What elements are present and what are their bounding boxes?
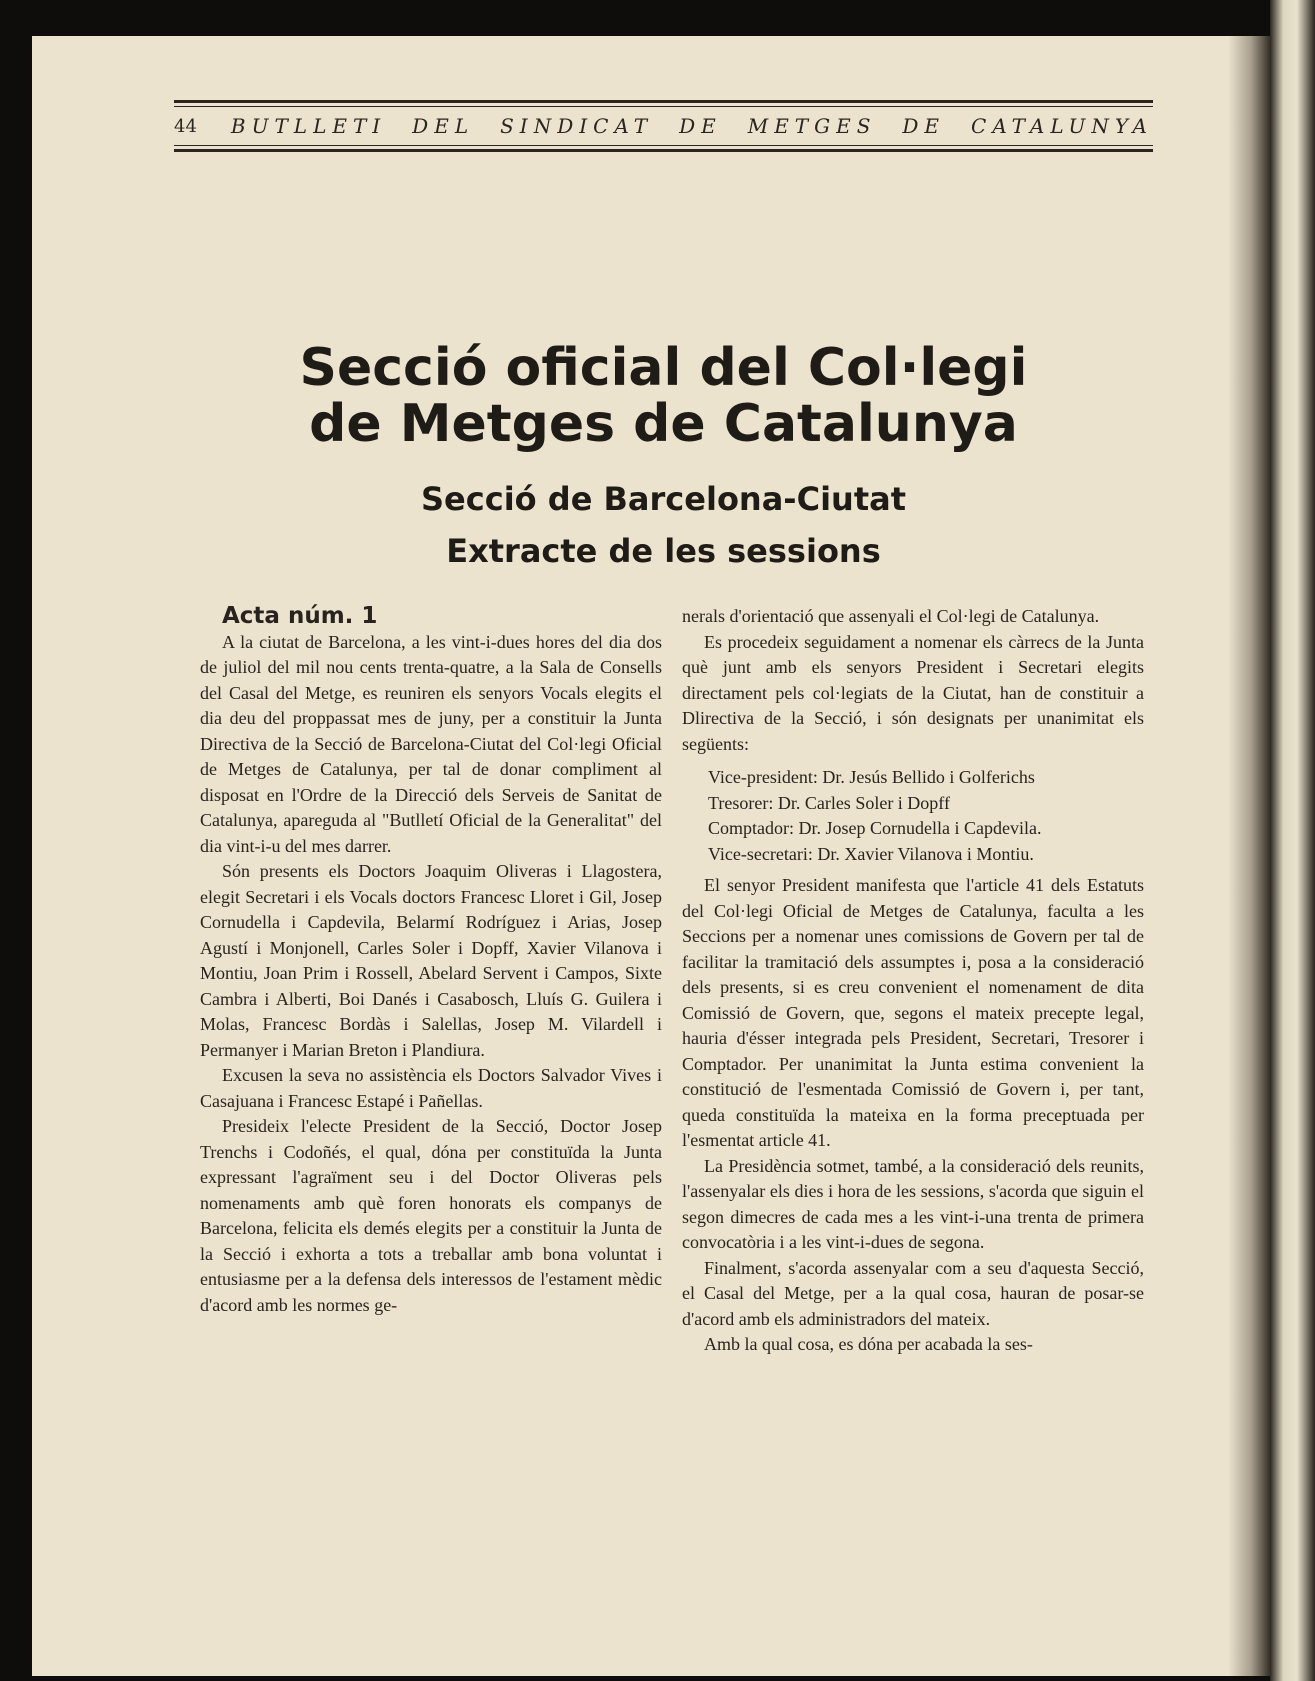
header-rule-top <box>174 100 1153 103</box>
article-title-block <box>174 340 1153 570</box>
running-title: BUTLLETI DEL SINDICAT DE METGES DE CATALUNYA <box>230 114 1153 138</box>
acta-heading: Acta núm. 1 <box>222 603 378 629</box>
officer-line: Vice-president: Dr. Jesús Bellido i Golferichs <box>708 767 1035 787</box>
article-subtitle-1: Secció de Barcelona-Ciutat <box>421 480 906 518</box>
paragraph: La Presidència sotmet, també, a la consideració dels reunits, l'assenyalar els dies i hora de les sessions, s'acorda que siguin el segon dimecres de cada mes a les vint-i-una trenta de primera convocatòria i a les vint-i-dues de segona. <box>682 1155 1144 1252</box>
paragraph: Són presents els Doctors Joaquim Oliveras i Llagostera, elegit Secretari i els Vocals doctors Francesc Lloret i Gil, Josep Cornudella i Capdevila, Belarmí Rodríguez i Arias, Josep Agustí i Monjonell, Carles Soler i Dopff, Xavier Vilanova i Montiu, Joan Prim i Rossell, Abelard Servent i Campos, Sixte Cambra i Alberti, Boi Danés i Casabosch, Lluís G. Guilera i Molas, Francesc Bordàs i Salellas, Josep M. Vilardell i Permanyer i Marian Breton i Plandiura. <box>200 861 662 1060</box>
officer-line: Tresorer: Dr. Carles Soler i Dopff <box>708 792 950 813</box>
page-gutter-shadow <box>1228 36 1270 1676</box>
article-title-line-2: de Metges de Catalunya <box>309 394 1018 454</box>
left-column <box>200 604 662 1318</box>
article-subtitle-2: Extracte de les sessions <box>446 532 881 570</box>
right-column <box>682 604 1144 1358</box>
officer-line: Vice-secretari: Dr. Xavier Vilanova i Montiu. <box>708 843 1034 864</box>
paragraph: A la ciutat de Barcelona, a les vint-i-dues hores del dia dos de juliol del mil nou cents trenta-quatre, a la Sala de Consells del Casal del Metge, es reuniren els senyors Vocals elegits el dia deu del proppassat mes de juny, per a constituir la Junta Directiva de la Secció de Barcelona-Ciutat del Col·legi Oficial de Metges de Catalunya, per tal de donar compliment al disposat en l'Ordre de la Direcció dels Serveis de Sanitat de Catalunya, apareguda al "Butlletí Oficial de la Generalitat" del dia vint-i-u del mes darrer. <box>200 631 662 856</box>
paragraph: Amb la qual cosa, es dóna per acabada la ses- <box>704 1334 1033 1354</box>
paragraph: Finalment, s'acorda assenyalar com a seu d'aquesta Secció, el Casal del Metge, per a la qual cosa, hauran de posar-se d'acord amb els administradors del mateix. <box>682 1257 1144 1329</box>
adjacent-page-edge <box>1270 0 1315 1681</box>
paragraph: El senyor President manifesta que l'article 41 dels Estatuts del Col·legi Oficial de Metges de Catalunya, faculta a les Seccions per a nomenar unes comissions de Govern per tal de facilitar la tramitació dels assumptes i, posa a la consideració dels presents, si es creu convenient el nomenament de dita Comissió de Govern, que, segons el mateix precepte legal, hauria d'ésser integrada pels President, Secretari, Tresorer i Comptador. Per unanimitat la Junta estima convenient la constitució de l'esmentada Comissió de Govern i, per tant, queda constituïda la mateixa en la forma preceptuada per l'esmentat article 41. <box>682 875 1144 1150</box>
article-title-line-1: Secció oficial del Col·legi <box>299 338 1028 398</box>
page-number: 44 <box>174 115 197 137</box>
paragraph: Excusen la seva no assistència els Doctors Salvador Vives i Casajuana i Francesc Estapé i Pañellas. <box>200 1065 662 1111</box>
running-header <box>174 100 1153 152</box>
officer-line: Comptador: Dr. Josep Cornudella i Capdevila. <box>708 818 1042 838</box>
header-rule-bottom <box>174 149 1153 152</box>
paragraph: Presideix l'electe President de la Secció, Doctor Josep Trenchs i Codoñés, el qual, dóna per constituïda la Junta expressant l'agraïment seu i del Doctor Oliveras pels nomenaments amb què foren honorats els companys de Barcelona, felicita els demés elegits per a constituir la Junta de la Secció i exhorta a tots a treballar amb bona voluntat i entusiasme per a la defensa dels interessos de l'estament mèdic d'acord amb les normes ge- <box>200 1116 662 1315</box>
paragraph: Es procedeix seguidament a nomenar els càrrecs de la Junta què junt amb els senyors President i Secretari elegits directament pels col·legiats de la Ciutat, han de constituir a Dlirectiva de la Secció, i són designats per unanimitat els següents: <box>682 631 1144 754</box>
header-rule-bottom-thin <box>174 145 1153 146</box>
continuation-paragraph: nerals d'orientació que assenyali el Col·legi de Catalunya. <box>682 606 1100 626</box>
